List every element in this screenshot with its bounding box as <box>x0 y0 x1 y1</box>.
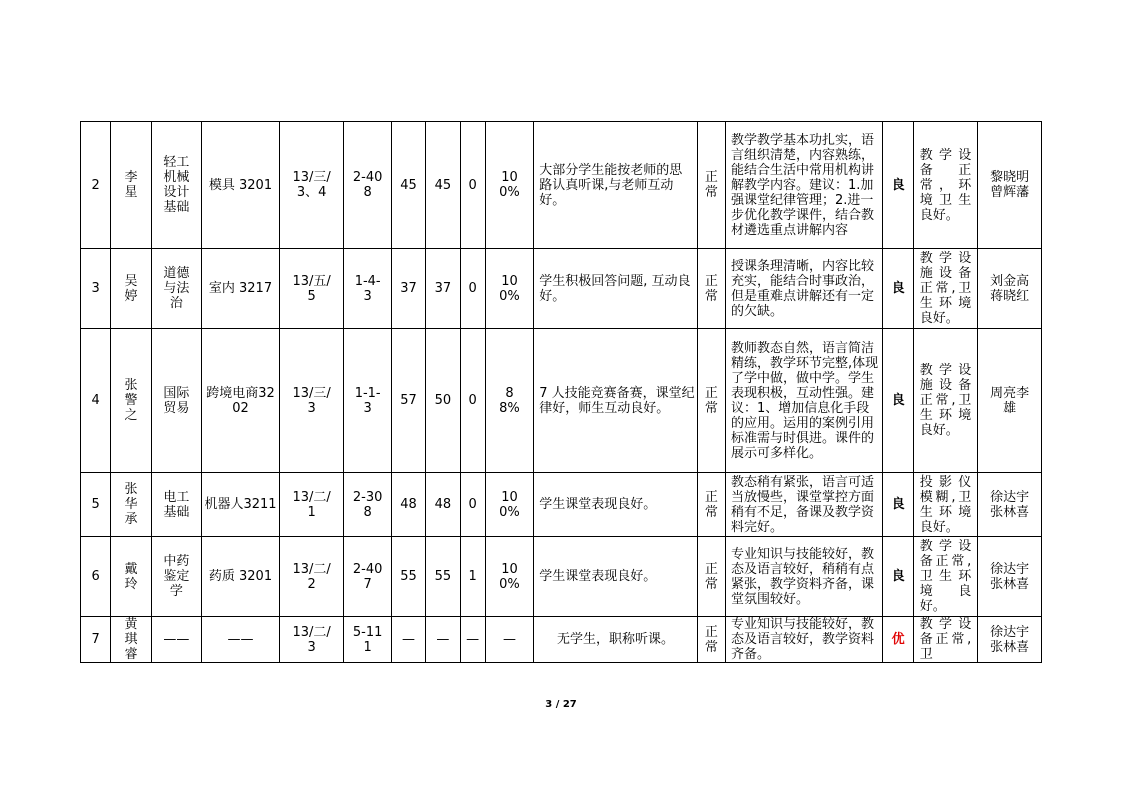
teaching-evaluation: 教师教态自然，语言简洁精练，教学环节完整,体现了学中做，做中学。学生表现积极，互动性强。建议：1、增加信息化手段的应用。运用的案例引用标准需与时俱进。课件的展示可多样化。 <box>725 329 882 473</box>
week-day-period: 13/三/3 <box>279 329 344 473</box>
student-evaluation: 学生课堂表现良好。 <box>534 473 698 537</box>
attendance-rate: 88% <box>485 329 533 473</box>
enrolled-count: 57 <box>391 329 425 473</box>
student-evaluation: 7 人技能竞赛备赛，课堂纪律好，师生互动良好。 <box>534 329 698 473</box>
discipline-status: 正常 <box>697 122 725 249</box>
classroom: 2-407 <box>344 537 391 617</box>
teacher-name: 戴玲 <box>111 537 151 617</box>
enrolled-count: 45 <box>391 122 425 249</box>
course-name: 道德与法治 <box>151 249 201 329</box>
table-row <box>81 537 1042 617</box>
discipline-status: 正常 <box>697 473 725 537</box>
student-evaluation: 学生积极回答问题, 互动良好。 <box>534 249 698 329</box>
enrolled-count: 55 <box>391 537 425 617</box>
row-number: 5 <box>81 473 111 537</box>
teacher-name: 张警之 <box>111 329 151 473</box>
week-day-period: 13/五/5 <box>279 249 344 329</box>
equipment-hygiene: 投影仪模糊,卫生环境良好。 <box>913 473 978 537</box>
teacher-name: 张华承 <box>111 473 151 537</box>
row-number: 4 <box>81 329 111 473</box>
course-name: 国际贸易 <box>151 329 201 473</box>
teacher-name <box>111 617 151 663</box>
week-day-period: 13/二/1 <box>279 473 344 537</box>
course-name: —— <box>151 617 201 663</box>
equipment-hygiene: 教学设备正常，环境卫生良好。 <box>913 122 978 249</box>
student-evaluation: 无学生，职称听课。 <box>534 617 698 663</box>
attendance-rate: 100% <box>485 537 533 617</box>
course-name: 中药鉴定学 <box>151 537 201 617</box>
discipline-status: 正常 <box>697 617 725 663</box>
class-name: 模具 3201 <box>202 122 280 249</box>
week-day-period: 13/三/3、4 <box>279 122 344 249</box>
enrolled-count: — <box>391 617 425 663</box>
discipline-status: 正常 <box>697 329 725 473</box>
discipline-status: 正常 <box>697 537 725 617</box>
equipment-hygiene <box>913 617 978 663</box>
course-name: 轻工机械设计基础 <box>151 122 201 249</box>
row-number: 6 <box>81 537 111 617</box>
course-name: 电工基础 <box>151 473 201 537</box>
present-count: 50 <box>426 329 460 473</box>
table-row <box>81 329 1042 473</box>
row-number: 2 <box>81 122 111 249</box>
teaching-evaluation: 专业知识与技能较好，教态及语言较好，教学资料齐备。 <box>725 617 882 663</box>
attendance-rate: 100% <box>485 473 533 537</box>
enrolled-count: 48 <box>391 473 425 537</box>
classroom: 5-111 <box>344 617 391 663</box>
present-count: 55 <box>426 537 460 617</box>
inspectors: 黎晓明曾辉藩 <box>978 122 1042 249</box>
grade: 良 <box>883 537 913 617</box>
equipment-hygiene: 教学设施设备正常,卫生环境良好。 <box>913 329 978 473</box>
grade: 良 <box>883 122 913 249</box>
class-name: —— <box>202 617 280 663</box>
inspectors: 徐达宇张林喜 <box>978 617 1042 663</box>
grade: 优 <box>883 617 913 663</box>
classroom: 1-4-3 <box>344 249 391 329</box>
table-row <box>81 473 1042 537</box>
inspectors: 周亮李雄 <box>978 329 1042 473</box>
class-name: 室内 3217 <box>202 249 280 329</box>
student-evaluation: 大部分学生能按老师的思路认真听课,与老师互动好。 <box>534 122 698 249</box>
enrolled-count: 37 <box>391 249 425 329</box>
inspection-table <box>80 121 1042 663</box>
student-evaluation: 学生课堂表现良好。 <box>534 537 698 617</box>
absent-count: 0 <box>460 249 485 329</box>
absent-count: 0 <box>460 329 485 473</box>
absent-count: 0 <box>460 473 485 537</box>
classroom: 2-308 <box>344 473 391 537</box>
absent-count: 0 <box>460 122 485 249</box>
discipline-status: 正常 <box>697 249 725 329</box>
attendance-rate: 100% <box>485 249 533 329</box>
attendance-rate: — <box>485 617 533 663</box>
present-count: 48 <box>426 473 460 537</box>
inspectors: 徐达宇张林喜 <box>978 537 1042 617</box>
equipment-hygiene-text: 教学设备正常,卫 <box>919 617 972 661</box>
teaching-evaluation: 教学教学基本功扎实，语言组织清楚，内容熟练，能结合生活中常用机构讲解教学内容。建议：1.加强课堂纪律管理；2.进一步优化教学课件，结合教材遴选重点讲解内容 <box>725 122 882 249</box>
class-name: 药质 3201 <box>202 537 280 617</box>
teacher-name: 吴婷 <box>111 249 151 329</box>
teacher-name-text: 黄琪睿 <box>124 617 138 661</box>
inspectors: 刘金高蒋晓红 <box>978 249 1042 329</box>
attendance-rate: 100% <box>485 122 533 249</box>
absent-count: 1 <box>460 537 485 617</box>
teacher-name: 李星 <box>111 122 151 249</box>
row-number: 7 <box>81 617 111 663</box>
teaching-evaluation: 专业知识与技能较好，教态及语言较好，稍稍有点紧张，教学资料齐备，课堂氛围较好。 <box>725 537 882 617</box>
table-row <box>81 249 1042 329</box>
row-number: 3 <box>81 249 111 329</box>
present-count: 37 <box>426 249 460 329</box>
inspectors: 徐达宇张林喜 <box>978 473 1042 537</box>
teaching-evaluation: 授课条理清晰，内容比较充实，能结合时事政治，但是重难点讲解还有一定的欠缺。 <box>725 249 882 329</box>
grade: 良 <box>883 329 913 473</box>
class-name: 跨境电商3202 <box>202 329 280 473</box>
grade: 良 <box>883 473 913 537</box>
classroom: 1-1-3 <box>344 329 391 473</box>
teaching-evaluation: 教态稍有紧张，语言可适当放慢些，课堂掌控方面稍有不足，备课及教学资料完好。 <box>725 473 882 537</box>
table-row <box>81 122 1042 249</box>
classroom: 2-408 <box>344 122 391 249</box>
equipment-hygiene: 教学设施设备正常,卫生环境良好。 <box>913 249 978 329</box>
week-day-period: 13/二/2 <box>279 537 344 617</box>
absent-count: — <box>460 617 485 663</box>
page-number: 3 / 27 <box>545 699 577 710</box>
week-day-period: 13/二/3 <box>279 617 344 663</box>
present-count: — <box>426 617 460 663</box>
present-count: 45 <box>426 122 460 249</box>
equipment-hygiene: 教学设备正常,卫生环境良好。 <box>913 537 978 617</box>
grade: 良 <box>883 249 913 329</box>
table-row <box>81 617 1042 663</box>
class-name: 机器人3211 <box>202 473 280 537</box>
